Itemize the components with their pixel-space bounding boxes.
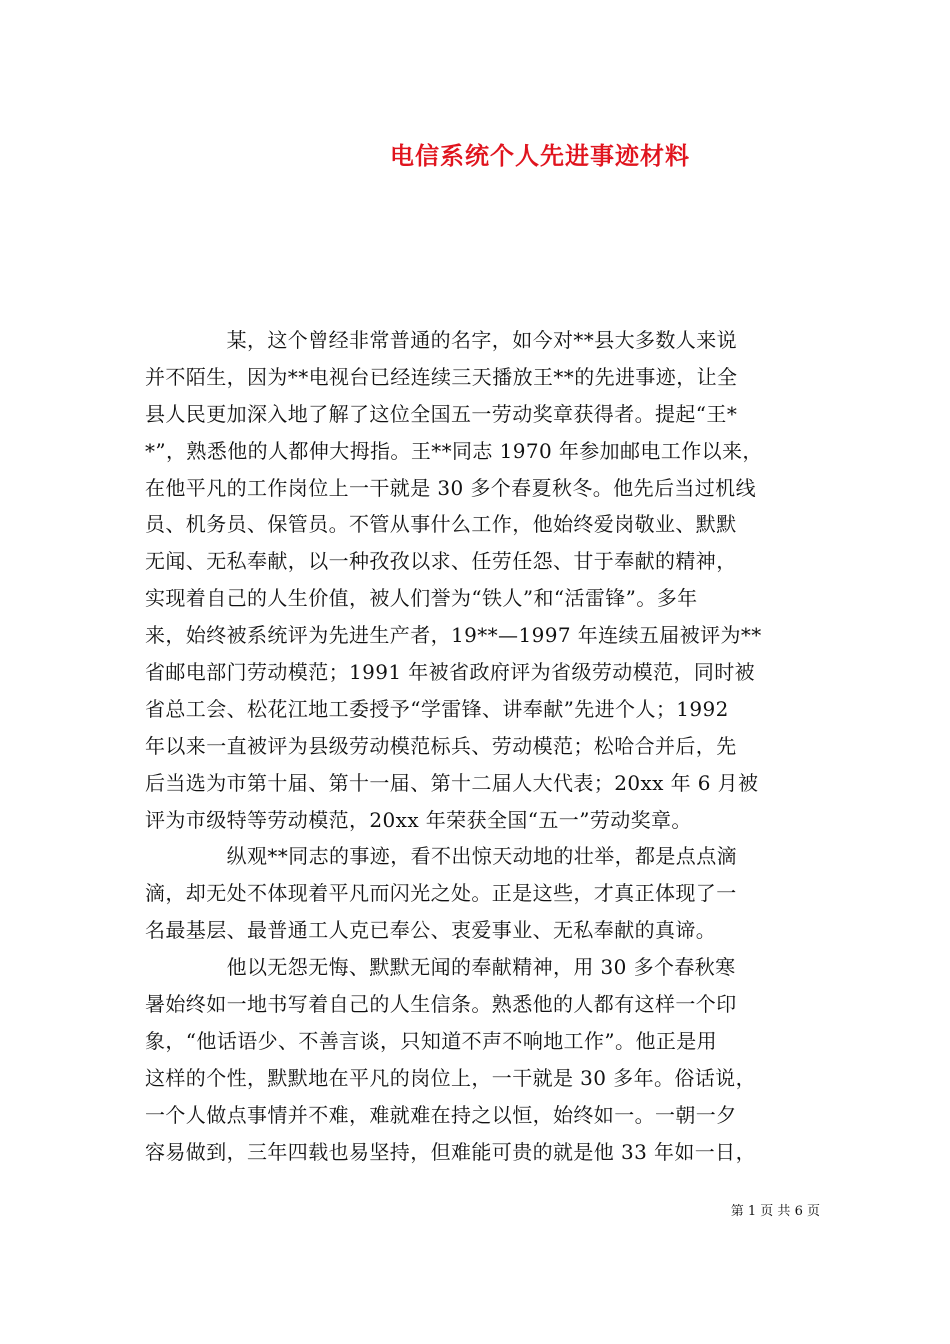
footer-prefix: 第 [730,1204,744,1219]
text-line: 来，始终被系统评为先进生产者，19**—1997 年连续五届被评为** [145,623,762,648]
text-line: 他以无怨无悔、默默无闻的奉献精神，用 30 多个春秋寒 [145,955,736,980]
text-line: 暑始终如一地书写着自己的人生信条。熟悉他的人都有这样一个印 [145,992,737,1017]
text-line: 省邮电部门劳动模范；1991 年被省政府评为省级劳动模范，同时被 [145,660,756,685]
text-line: 后当选为市第十届、第十一届、第十二届人大代表；20xx 年 6 月被 [145,770,759,795]
text-line: 某，这个曾经非常普通的名字，如今对**县大多数人来说 [145,328,737,352]
page-footer [700,1200,820,1219]
footer-suffix: 页 [806,1204,820,1219]
document-title [0,136,950,171]
text-line: 无闻、无私奉献，以一种孜孜以求、任劳任怨、甘于奉献的精神， [145,549,737,574]
text-line: *”，熟悉他的人都伸大拇指。王**同志 1970 年参加邮电工作以来， [145,438,763,463]
text-line: 在他平凡的工作岗位上一干就是 30 多个春夏秋冬。他先后当过机线 [145,475,756,500]
footer-page-number: 1 [747,1204,757,1219]
text-line: 实现着自己的人生价值，被人们誉为“铁人”和“活雷锋”。多年 [145,586,698,611]
text-line: 名最基层、最普通工人克已奉公、衷爱事业、无私奉献的真谛。 [145,918,717,943]
document-title-text: 电信系统个人先进事迹材料 [390,141,690,170]
footer-total-pages: 6 [794,1204,803,1219]
text-line: 员、机务员、保管员。不管从事什么工作，他始终爱岗敬业、默默 [145,512,737,537]
text-line: 县人民更加深入地了解了这位全国五一劳动奖章获得者。提起“王* [145,401,738,426]
body-text [145,322,809,1170]
text-line: 并不陌生，因为**电视台已经连续三天播放王**的先进事迹，让全 [145,364,738,389]
text-line: 滴，却无处不体现着平凡而闪光之处。正是这些，才真正体现了一 [145,881,737,906]
text-line: 年以来一直被评为县级劳动模范标兵、劳动模范；松哈合并后，先 [145,733,737,758]
text-line: 容易做到，三年四载也易坚持，但难能可贵的就是他 33 年如一日， [145,1139,756,1164]
text-line: 一个人做点事情并不难，难就难在持之以恒，始终如一。一朝一夕 [145,1102,737,1127]
text-line: 省总工会、松花江地工委授予“学雷锋、讲奉献”先进个人；1992 [145,696,729,721]
footer-middle: 页 共 [760,1204,791,1219]
text-line: 这样的个性，默默地在平凡的岗位上，一干就是 30 多年。俗话说， [145,1065,756,1090]
text-line: 纵观**同志的事迹，看不出惊天动地的壮举，都是点点滴 [145,844,737,869]
text-line: 评为市级特等劳动模范，20xx 年荣获全国“五一”劳动奖章。 [145,807,692,832]
text-line: 象，“他话语少、不善言谈，只知道不声不响地工作”。他正是用 [145,1028,718,1053]
